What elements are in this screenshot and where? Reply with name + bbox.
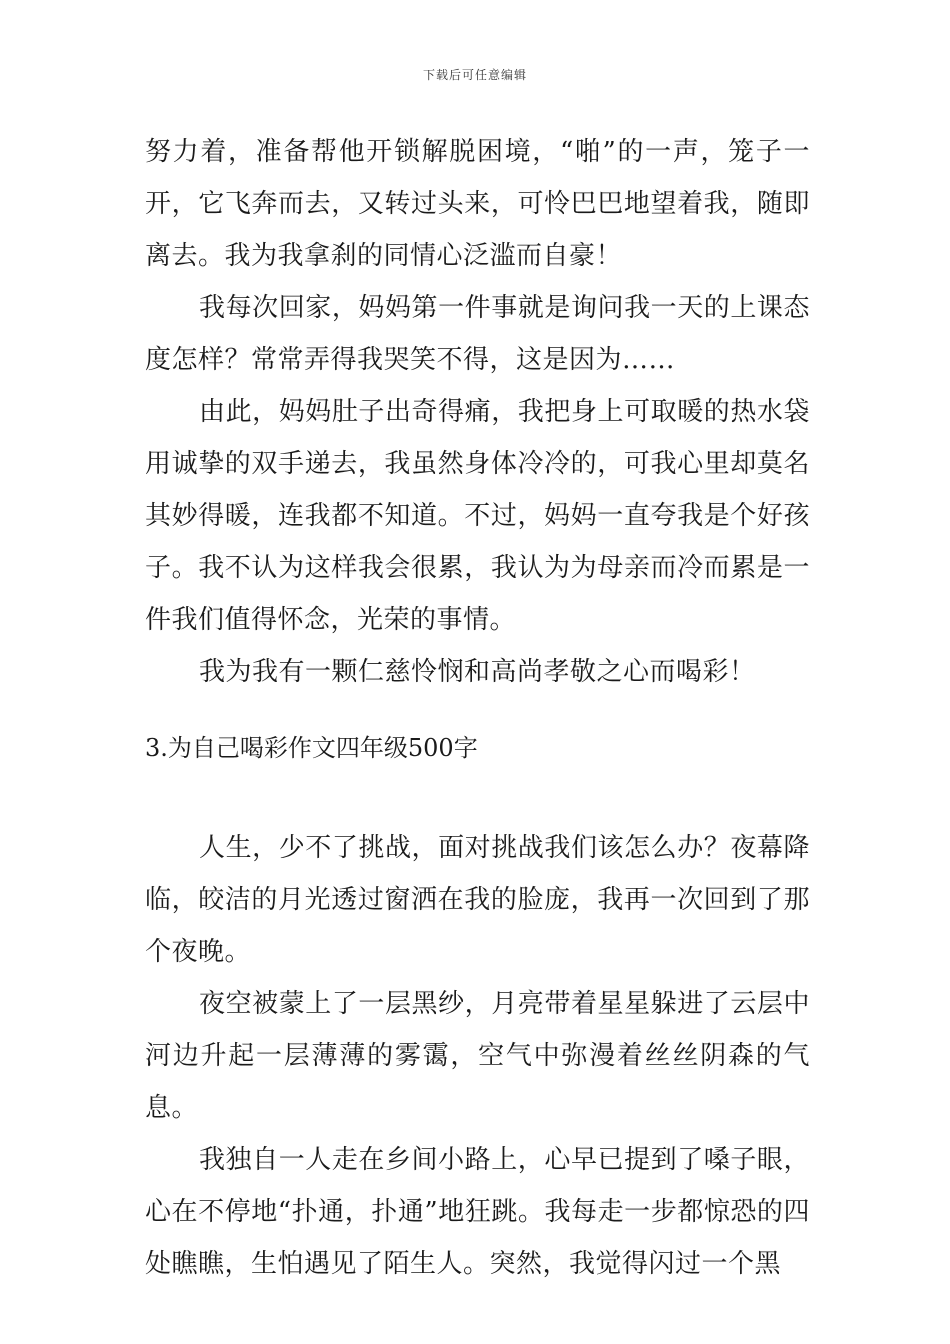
paragraph: 夜空被蒙上了一层黑纱，月亮带着星星躲进了云层中河边升起一层薄薄的雾霭，空气中弥漫着丝丝阴森的气息。 [145,989,810,1123]
paragraph: 我每次回家，妈妈第一件事就是询问我一天的上课态度怎样？常常弄得我哭笑不得，这是因为…… [145,293,810,375]
paragraph: 我独自一人走在乡间小路上，心早已提到了嗓子眼，心在不停地“扑通，扑通”地狂跳。我每走一步都惊恐的四处瞧瞧，生怕遇见了陌生人。突然，我觉得闪过一个黑 [145,1145,810,1279]
paragraph: 由此，妈妈肚子出奇得痛，我把身上可取暖的热水袋用诚挚的双手递去，我虽然身体冷冷的，可我心里却莫名其妙得暖，连我都不知道。不过，妈妈一直夸我是个好孩子。我不认为这样我会很累，我认为为母亲而冷而累是一件我们值得怀念，光荣的事情。 [145,397,810,635]
paragraph: 努力着，准备帮他开锁解脱困境，“啪”的一声，笼子一开，它飞奔而去，又转过头来，可怜巴巴地望着我，随即离去。我为我拿刹的同情心泛滥而自豪！ [145,137,810,271]
paragraph: 人生，少不了挑战，面对挑战我们该怎么办？夜幕降临，皎洁的月光透过窗洒在我的脸庞，我再一次回到了那个夜晚。 [145,833,810,967]
section-heading: 3.为自己喝彩作文四年级500字 [145,734,478,762]
section-1 [145,126,810,698]
section-2 [145,822,810,1290]
page-header: 下载后可任意编辑 [422,68,527,82]
paragraph: 我为我有一颗仁慈怜悯和高尚孝敬之心而喝彩！ [199,657,756,687]
